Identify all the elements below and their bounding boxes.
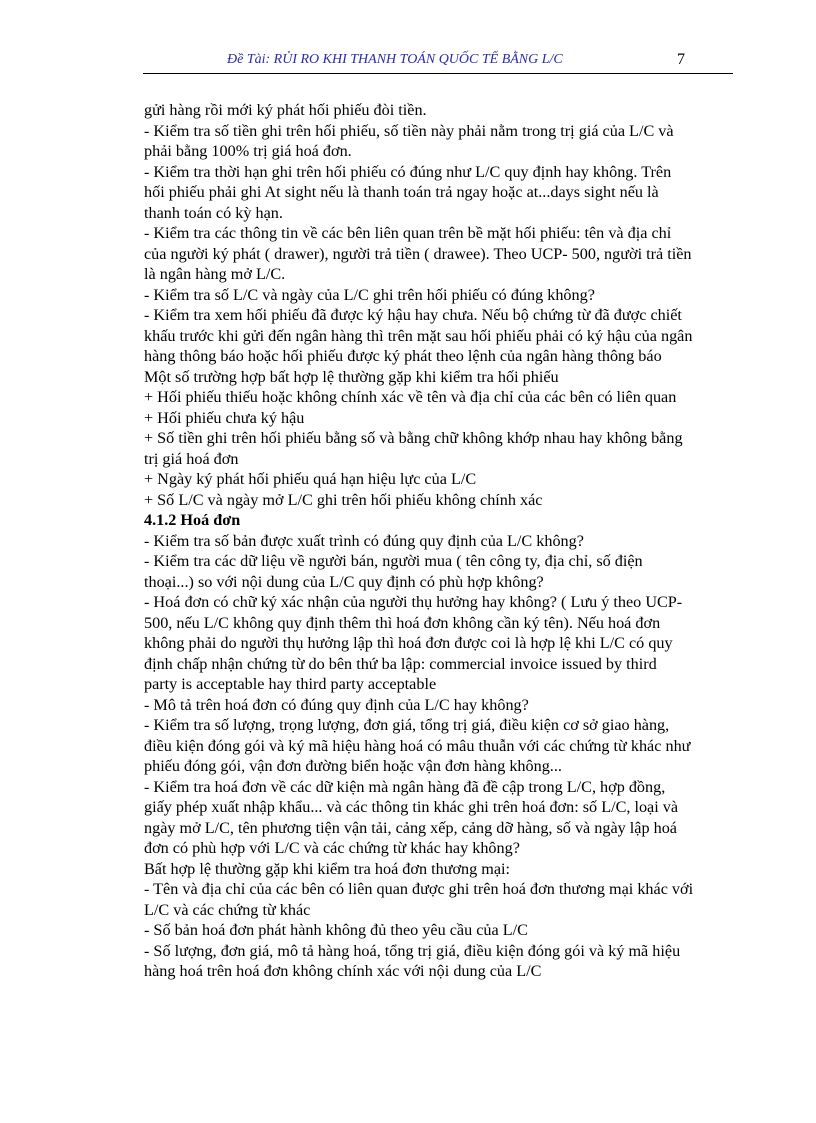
text-line: - Mô tả trên hoá đơn có đúng quy định của L/C hay không?: [144, 695, 529, 714]
text-line: - Tên và địa chỉ của các bên có liên quan được ghi trên hoá đơn thương mại khác với: [144, 880, 694, 898]
section-heading: 4.1.2 Hoá đơn: [144, 511, 241, 529]
text-line: - Số bản hoá đơn phát hành không đủ theo yêu cầu của L/C: [144, 921, 528, 939]
text-line: - Số lượng, đơn giá, mô tả hàng hoá, tổng trị giá, điều kiện đóng gói và ký mã hiệu: [144, 941, 681, 960]
text-line: - Kiểm tra các dữ liệu về người bán, người mua ( tên công ty, địa chỉ, số điện: [144, 552, 643, 570]
text-line: ngày mở L/C, tên phương tiện vận tải, cảng xếp, cảng dỡ hàng, số và ngày lập hoá: [144, 818, 677, 837]
text-line: + Số tiền ghi trên hối phiếu bằng số và bằng chữ không khớp nhau hay không bằng: [144, 429, 683, 447]
text-line: Bất hợp lệ thường gặp khi kiểm tra hoá đơn thương mại:: [144, 859, 511, 878]
text-line: hối phiếu phải ghi At sight nếu là thanh toán trả ngay hoặc at...days sight nếu là: [144, 183, 659, 201]
text-line: trị giá hoá đơn: [144, 449, 239, 468]
text-line: hàng hoá trên hoá đơn không chính xác với nội dung của L/C: [144, 962, 542, 980]
text-line: hàng thông báo hoặc hối phiếu được ký phát theo lệnh của ngân hàng thông báo: [144, 347, 662, 365]
document-body: [144, 100, 744, 982]
text-line: - Hoá đơn có chữ ký xác nhận của người thụ hưởng hay không? ( Lưu ý theo UCP-: [144, 593, 683, 611]
text-line: - Kiểm tra các thông tin về các bên liên quan trên bề mặt hối phiếu: tên và địa chỉ: [144, 224, 672, 242]
text-line: 500, nếu L/C không quy định thêm thì hoá đơn không cần ký tên). Nếu hoá đơn: [144, 613, 661, 632]
text-line: của người ký phát ( drawer), người trả tiền ( drawee). Theo UCP- 500, người trả tiền: [144, 244, 692, 263]
text-line: Một số trường hợp bất hợp lệ thường gặp khi kiểm tra hối phiếu: [144, 367, 559, 386]
page-header: [143, 48, 733, 74]
text-line: điều kiện đóng gói và ký mã hiệu hàng hoá có mâu thuẫn với các chứng từ khác như: [144, 736, 691, 755]
text-line: giấy phép xuất nhập khẩu... và các thông tin khác ghi trên hoá đơn: số L/C, loại và: [144, 798, 679, 816]
text-line: - Kiểm tra số tiền ghi trên hối phiếu, số tiền này phải nằm trong trị giá của L/C và: [144, 121, 674, 140]
text-line: + Số L/C và ngày mở L/C ghi trên hối phiếu không chính xác: [144, 490, 543, 509]
text-line: khấu trước khi gửi đến ngân hàng thì trên mặt sau hối phiếu phải có ký hậu của ngân: [144, 326, 693, 345]
text-line: gửi hàng rồi mới ký phát hối phiếu đòi tiền.: [144, 101, 427, 119]
text-line: là ngân hàng mở L/C.: [144, 265, 286, 283]
text-line: + Hối phiếu chưa ký hậu: [144, 408, 305, 427]
text-line: - Kiểm tra xem hối phiếu đã được ký hậu hay chưa. Nếu bộ chứng từ đã được chiết: [144, 306, 682, 324]
text-line: + Ngày ký phát hối phiếu quá hạn hiệu lực của L/C: [144, 470, 477, 488]
text-line: - Kiểm tra thời hạn ghi trên hối phiếu có đúng như L/C quy định hay không. Trên: [144, 162, 672, 181]
text-line: định chấp nhận chứng từ do bên thứ ba lập: commercial invoice issued by third: [144, 654, 657, 673]
text-line: thanh toán có kỳ hạn.: [144, 203, 283, 222]
header-title: Đề Tài: RỦI RO KHI THANH TOÁN QUỐC TẾ BẰNG L/C: [227, 52, 563, 67]
text-line: - Kiểm tra số lượng, trọng lượng, đơn giá, tổng trị giá, điều kiện cơ sở giao hàng,: [144, 716, 670, 734]
text-line: L/C và các chứng từ khác: [144, 900, 311, 919]
text-line: phiếu đóng gói, vận đơn đường biển hoặc vận đơn hàng không...: [144, 757, 562, 775]
text-line: - Kiểm tra hoá đơn về các dữ kiện mà ngân hàng đã đề cập trong L/C, hợp đồng,: [144, 777, 666, 796]
page-number: 7: [677, 51, 685, 68]
text-line: phải bằng 100% trị giá hoá đơn.: [144, 142, 352, 160]
header-divider: [143, 73, 733, 74]
text-line: - Kiểm tra số bản được xuất trình có đúng quy định của L/C không?: [144, 531, 584, 550]
text-line: đơn có phù hợp với L/C và các chứng từ khác hay không?: [144, 839, 520, 857]
text-line: thoại...) so với nội dung của L/C quy định có phù hợp không?: [144, 572, 544, 591]
text-line: không phải do người thụ hưởng lập thì hoá đơn được coi là hợp lệ khi L/C có quy: [144, 634, 673, 652]
text-line: + Hối phiếu thiếu hoặc không chính xác về tên và địa chỉ của các bên có liên quan: [144, 388, 677, 406]
text-line: - Kiểm tra số L/C và ngày của L/C ghi trên hối phiếu có đúng không?: [144, 285, 595, 304]
text-line: party is acceptable hay third party acceptable: [144, 675, 437, 693]
